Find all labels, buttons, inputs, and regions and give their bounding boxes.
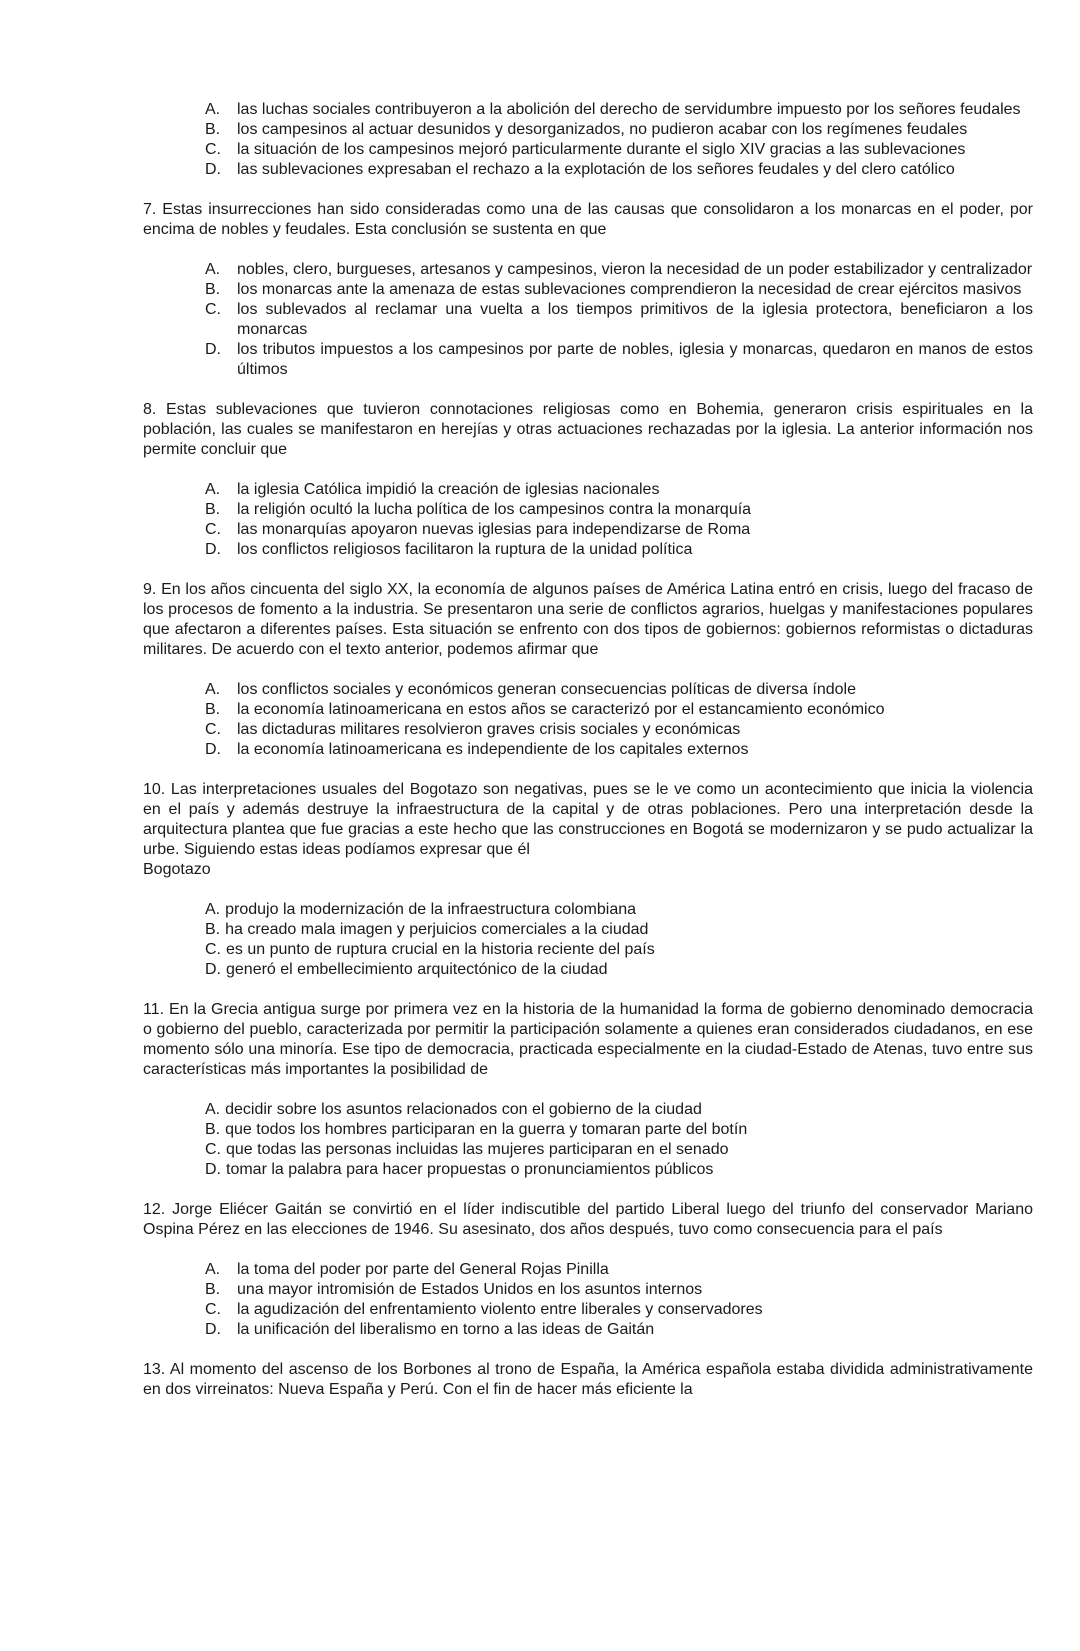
option-text: las monarquías apoyaron nuevas iglesias para independizarse de Roma — [237, 521, 751, 538]
question-12-stem — [143, 1200, 1033, 1240]
question-11-stem — [143, 1000, 1033, 1080]
option-a — [205, 1260, 1033, 1280]
option-letter: D. — [205, 961, 221, 978]
question-9-stem — [143, 580, 1033, 660]
option-text: las dictaduras militares resolvieron graves crisis sociales y económicas — [237, 721, 741, 738]
option-text: la iglesia Católica impidió la creación de iglesias nacionales — [237, 481, 660, 498]
option-text: tomar la palabra para hacer propuestas o pronunciamientos públicos — [226, 1161, 714, 1178]
option-c — [205, 1140, 1033, 1160]
option-letter: C. — [205, 1301, 221, 1318]
option-text: ha creado mala imagen y perjuicios comerciales a la ciudad — [225, 921, 649, 938]
option-text: la religión ocultó la lucha política de los campesinos contra la monarquía — [237, 501, 752, 518]
option-text: los conflictos sociales y económicos generan consecuencias políticas de diversa índole — [237, 681, 857, 698]
option-a — [205, 900, 1033, 920]
option-a — [205, 480, 1033, 500]
option-a — [205, 100, 1033, 120]
option-letter: A. — [205, 101, 221, 118]
question-13-stem — [143, 1360, 1033, 1400]
option-text: la economía latinoamericana es independiente de los capitales externos — [237, 741, 749, 758]
option-letter: B. — [205, 1121, 221, 1138]
question-text: Estas insurrecciones han sido consideradas como una de las causas que consolidaron a los monarcas en el poder, por encima de nobles y feudales. Esta conclusión se sustenta en que — [143, 201, 1033, 238]
option-c — [205, 520, 1033, 540]
option-text: la economía latinoamericana en estos años se caracterizó por el estancamiento económico — [237, 701, 885, 718]
option-text: las sublevaciones expresaban el rechazo a la explotación de los señores feudales y del clero católico — [237, 161, 955, 178]
option-letter: C. — [205, 301, 221, 318]
option-letter: D. — [205, 1161, 221, 1178]
option-d — [205, 740, 1033, 760]
question-number: 10. — [143, 781, 166, 798]
option-c — [205, 300, 1033, 340]
question-text-tail: Bogotazo — [143, 861, 211, 878]
option-text: los monarcas ante la amenaza de estas sublevaciones comprendieron la necesidad de crear ejércitos masivos — [237, 281, 1022, 298]
option-d — [205, 1160, 1033, 1180]
option-b — [205, 120, 1033, 140]
question-number: 12. — [143, 1201, 166, 1218]
option-letter: B. — [205, 501, 221, 518]
option-a — [205, 1100, 1033, 1120]
option-c — [205, 140, 1033, 160]
option-letter: A. — [205, 261, 221, 278]
option-letter: A. — [205, 681, 221, 698]
option-letter: D. — [205, 161, 221, 178]
option-d — [205, 540, 1033, 560]
option-a — [205, 680, 1033, 700]
option-text: decidir sobre los asuntos relacionados con el gobierno de la ciudad — [225, 1101, 702, 1118]
option-d — [205, 160, 1033, 180]
option-letter: A. — [205, 1261, 221, 1278]
option-text: la unificación del liberalismo en torno a las ideas de Gaitán — [237, 1321, 655, 1338]
question-7-options — [205, 260, 1033, 380]
option-c — [205, 940, 1033, 960]
option-letter: B. — [205, 701, 221, 718]
option-text: que todas las personas incluidas las mujeres participaran en el senado — [226, 1141, 729, 1158]
option-c — [205, 720, 1033, 740]
question-text: Estas sublevaciones que tuvieron connotaciones religiosas como en Bohemia, generaron crisis espirituales en la población, las cuales se manifestaron en herejías y otras actuaciones rechazadas por la iglesia. La anterior información nos permite concluir que — [143, 401, 1033, 458]
question-number: 9. — [143, 581, 157, 598]
option-text: la toma del poder por parte del General Rojas Pinilla — [237, 1261, 609, 1278]
question-number: 13. — [143, 1361, 166, 1378]
option-letter: A. — [205, 1101, 221, 1118]
option-letter: C. — [205, 521, 221, 538]
option-d — [205, 1320, 1033, 1340]
option-letter: A. — [205, 481, 221, 498]
option-text: es un punto de ruptura crucial en la historia reciente del país — [226, 941, 655, 958]
option-b — [205, 500, 1033, 520]
option-letter: C. — [205, 141, 221, 158]
option-text: una mayor intromisión de Estados Unidos en los asuntos internos — [237, 1281, 703, 1298]
option-text: la situación de los campesinos mejoró particularmente durante el siglo XIV gracias a las sublevaciones — [237, 141, 966, 158]
option-text: los tributos impuestos a los campesinos por parte de nobles, iglesia y monarcas, quedaron en manos de estos últimos — [237, 341, 1033, 378]
option-b — [205, 1280, 1033, 1300]
option-text: los sublevados al reclamar una vuelta a los tiempos primitivos de la iglesia protectora, beneficiaron a los monarcas — [237, 301, 1033, 338]
question-9-options — [205, 680, 1033, 760]
question-12-options — [205, 1260, 1033, 1340]
option-letter: B. — [205, 1281, 221, 1298]
question-7-stem — [143, 200, 1033, 240]
option-d — [205, 960, 1033, 980]
option-a — [205, 260, 1033, 280]
option-text: los campesinos al actuar desunidos y desorganizados, no pudieron acabar con los regímenes feudales — [237, 121, 968, 138]
question-11-options — [205, 1100, 1033, 1180]
option-text: produjo la modernización de la infraestructura colombiana — [225, 901, 637, 918]
option-d — [205, 340, 1033, 380]
option-letter: B. — [205, 281, 221, 298]
question-text: Jorge Eliécer Gaitán se convirtió en el líder indiscutible del partido Liberal luego del triunfo del conservador Mariano Ospina Pérez en las elecciones de 1946. Su asesinato, dos años después, tuvo como consecuencia para el país — [143, 1201, 1033, 1238]
question-text: En la Grecia antigua surge por primera vez en la historia de la humanidad la forma de gobierno denominado democracia o gobierno del pueblo, caracterizada por permitir la participación solamente a quienes eran considerados ciudadanos, en ese momento sólo una minoría. Ese tipo de democracia, practicada especialmente en la ciudad-Estado de Atenas, tuvo entre sus características más importantes la posibilidad de — [143, 1001, 1033, 1078]
option-letter: D. — [205, 741, 221, 758]
option-b — [205, 700, 1033, 720]
question-10-options — [205, 900, 1033, 980]
option-text: nobles, clero, burgueses, artesanos y campesinos, vieron la necesidad de un poder estabilizador y centralizador — [237, 261, 1033, 278]
question-6-options — [205, 100, 1033, 180]
option-b — [205, 920, 1033, 940]
option-b — [205, 280, 1033, 300]
question-number: 11. — [143, 1001, 165, 1018]
option-c — [205, 1300, 1033, 1320]
option-letter: B. — [205, 121, 221, 138]
question-number: 8. — [143, 401, 157, 418]
option-letter: B. — [205, 921, 221, 938]
question-text: En los años cincuenta del siglo XX, la economía de algunos países de América Latina entró en crisis, luego del fracaso de los procesos de fomento a la industria. Se presentaron una serie de conflictos agrarios, huelgas y manifestaciones populares que afectaron a diferentes países. Esta situación se enfrento con dos tipos de gobiernos: gobiernos reformistas o dictaduras militares. De acuerdo con el texto anterior, podemos afirmar que — [143, 581, 1033, 658]
option-letter: D. — [205, 541, 221, 558]
option-letter: C. — [205, 1141, 221, 1158]
exam-page — [143, 100, 1033, 1400]
option-letter: D. — [205, 1321, 221, 1338]
question-text: Las interpretaciones usuales del Bogotazo son negativas, pues se le ve como un acontecimiento que inicia la violencia en el país y además destruye la infraestructura de la capital y de otras poblaciones. Pero una interpretación desde la arquitectura plantea que fue gracias a este hecho que las construcciones en Bogotá se modernizaron y se pudo actualizar la urbe. Siguiendo estas ideas podíamos expresar que él — [143, 781, 1034, 858]
question-number: 7. — [143, 201, 157, 218]
option-text: las luchas sociales contribuyeron a la abolición del derecho de servidumbre impuesto por los señores feudales — [237, 101, 1021, 118]
option-letter: A. — [205, 901, 221, 918]
option-letter: C. — [205, 721, 221, 738]
question-8-stem — [143, 400, 1033, 460]
option-text: generó el embellecimiento arquitectónico de la ciudad — [226, 961, 608, 978]
question-10-stem — [143, 780, 1033, 880]
option-text: que todos los hombres participaran en la guerra y tomaran parte del botín — [225, 1121, 748, 1138]
option-text: la agudización del enfrentamiento violento entre liberales y conservadores — [237, 1301, 763, 1318]
question-8-options — [205, 480, 1033, 560]
option-text: los conflictos religiosos facilitaron la ruptura de la unidad política — [237, 541, 693, 558]
option-b — [205, 1120, 1033, 1140]
question-text: Al momento del ascenso de los Borbones al trono de España, la América española estaba dividida administrativamente en dos virreinatos: Nueva España y Perú. Con el fin de hacer más eficiente la — [143, 1361, 1034, 1398]
option-letter: C. — [205, 941, 221, 958]
option-letter: D. — [205, 341, 221, 358]
